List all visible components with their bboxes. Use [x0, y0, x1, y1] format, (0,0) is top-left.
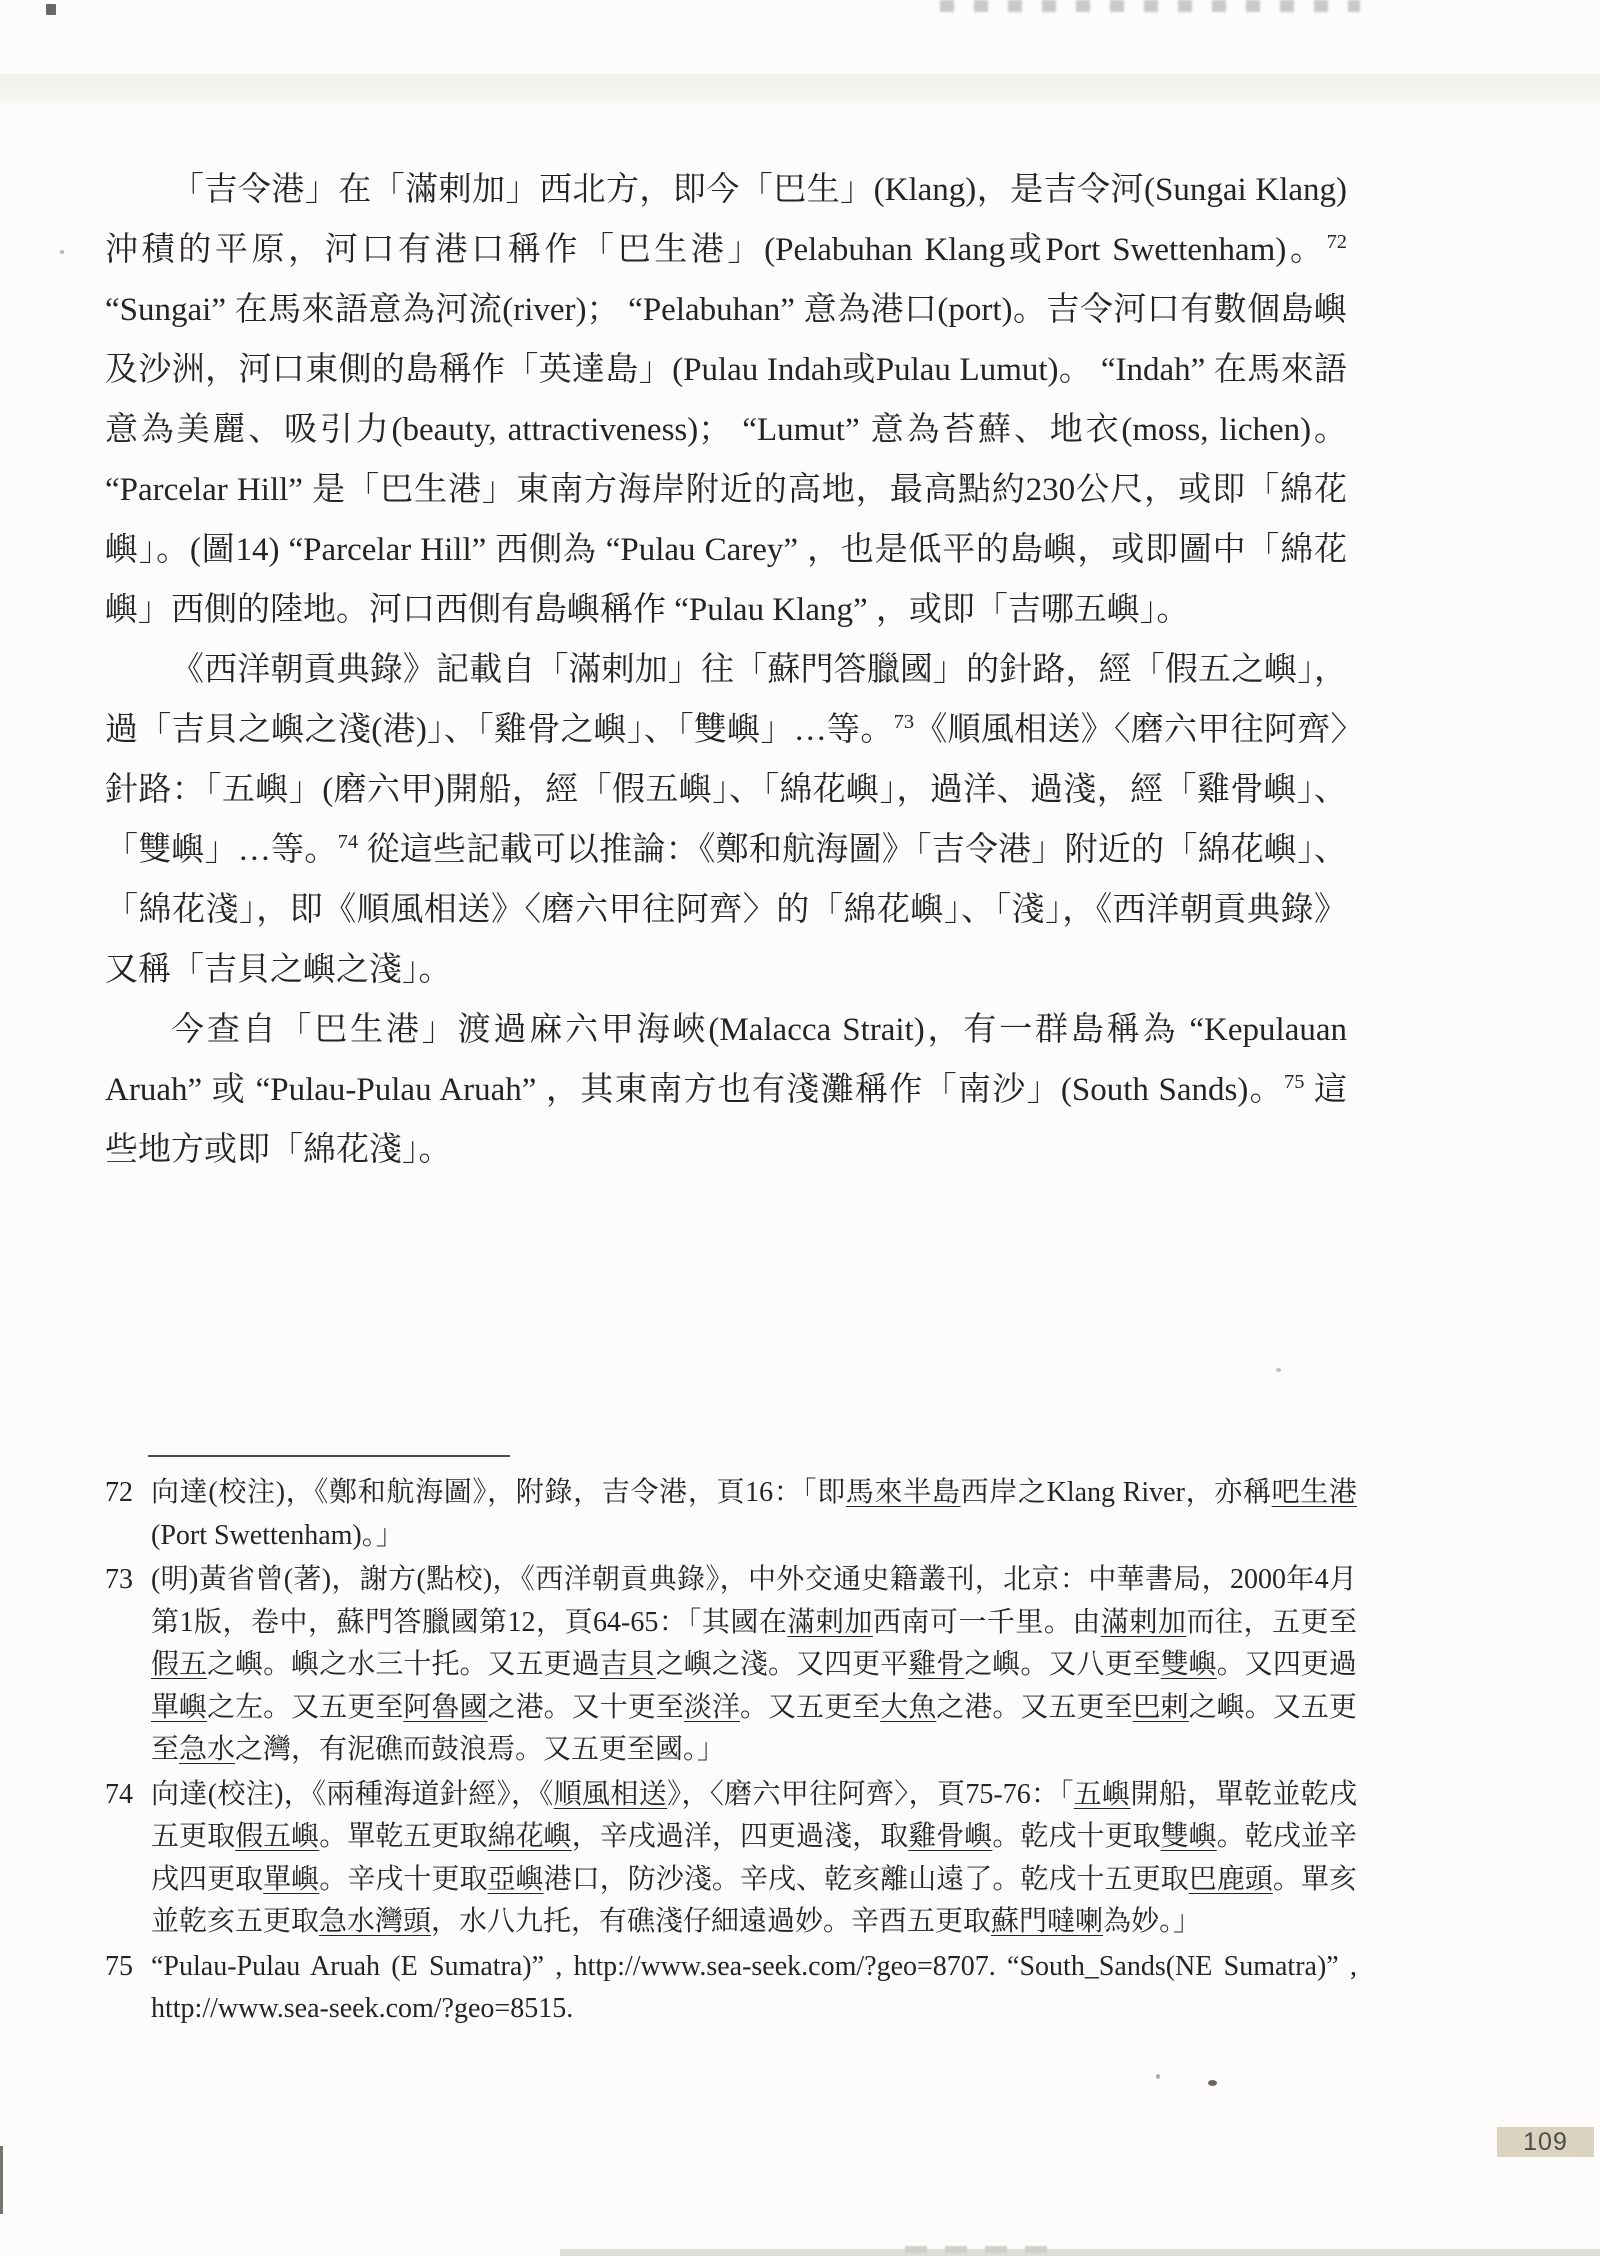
underlined-term: 五嶼: [1073, 1778, 1131, 1810]
footnote-text: [151, 1951, 1357, 2025]
underlined-term: 雞骨: [908, 1649, 965, 1680]
underlined-term: 大魚: [880, 1691, 937, 1723]
text-run: 《西洋朝貢典錄》記載自「滿剌加」往「蘇門答臘國」的針路，經「假五之嶼」，過「吉貝之嶼之淺(港)」、「雞骨之嶼」、「雙嶼」…等。: [105, 652, 1347, 748]
underlined-term: 急水灣頭: [319, 1906, 432, 1937]
scan-band-bottom: [560, 2249, 1600, 2256]
footnote: [105, 1472, 1357, 1557]
ink-speck: [1208, 2080, 1217, 2086]
text-run: 而往，五更至: [1186, 1606, 1357, 1638]
text-run: 之嶼。又五更至: [151, 1691, 1357, 1765]
text-run: 。辛戌十更取: [319, 1863, 488, 1895]
text-run: 從這些記載可以推論：《鄭和航海圖》「吉令港」附近的「綿花嶼」、「綿花淺」，即《順風相送》〈磨六甲往阿齊〉的「綿花嶼」、「淺」，《西洋朝貢典錄》又稱「吉貝之嶼之淺」。: [105, 832, 1348, 988]
text-run: 西南可一千里。由: [872, 1606, 1101, 1638]
text-run: 今查自「巴生港」渡過麻六甲海峽(Malacca Strait)，有一群島稱為 “Kepulauan Aruah” 或 “Pulau-Pulau Aruah” ，其東南方也有淺灘稱作「南沙」(South Sands)。: [105, 1012, 1347, 1108]
underlined-term: 滿剌加: [1100, 1606, 1187, 1638]
paragraph: [105, 1000, 1347, 1180]
text-run: 《順風相送》〈磨六甲往阿齊〉針路：「五嶼」(磨六甲)開船，經「假五嶼」、「綿花嶼」，過洋、過淺，經「雞骨嶼」、「雙嶼」…等。: [105, 712, 1348, 868]
paragraph: [105, 640, 1347, 1000]
underlined-term: 馬來半島: [845, 1477, 961, 1508]
ink-speck: [1156, 2074, 1160, 2079]
text-run: (Port Swettenham)。」: [151, 1519, 404, 1551]
underlined-term: 吉貝: [599, 1649, 656, 1680]
underlined-term: 綿花嶼: [487, 1821, 572, 1852]
footnote-number: 74: [105, 1778, 133, 1810]
footnote-ref: 75: [1283, 1071, 1305, 1093]
underlined-term: 雙嶼: [1160, 1821, 1217, 1852]
text-run: 向達(校注)，《鄭和航海圖》，附錄，吉令港，頁16：「即: [151, 1477, 846, 1508]
text-run: 。乾戌十更取: [992, 1821, 1161, 1852]
footnote-number: 72: [105, 1477, 133, 1508]
underlined-term: 淡洋: [683, 1691, 740, 1723]
text-run: 。乾戌並辛戌四更取: [151, 1821, 1357, 1895]
footnote-ref: 74: [337, 831, 359, 853]
text-run: 。單亥並乾亥五更取: [151, 1863, 1357, 1937]
underlined-term: 蘇門噠喇: [991, 1906, 1104, 1937]
footnote-separator: [148, 1455, 510, 1457]
text-run: 之嶼之淺。又四更平: [655, 1649, 909, 1680]
text-run: 港口，防沙淺。辛戌、乾亥離山遠了。乾戌十五更取: [543, 1863, 1189, 1895]
underlined-term: 巴鹿頭: [1188, 1863, 1273, 1895]
footnote-text: [151, 1564, 1357, 1765]
page-number-badge: [1497, 2127, 1594, 2157]
scan-edge-line: [0, 2146, 3, 2214]
underlined-term: 巴剌: [1132, 1691, 1189, 1723]
text-run: 。又四更過: [1216, 1649, 1357, 1680]
footnote-text: [151, 1477, 1357, 1551]
text-run: 。又五更至: [739, 1691, 881, 1723]
underlined-term: 急水: [179, 1734, 236, 1765]
paragraph: [105, 160, 1347, 640]
text-run: 之左。又五更至: [207, 1691, 404, 1723]
text-run: 這些地方或即「綿花淺」。: [105, 1072, 1347, 1168]
underlined-term: 雙嶼: [1160, 1649, 1217, 1680]
text-run: 之嶼。又八更至: [964, 1649, 1161, 1680]
scan-mark-top-left: [46, 4, 56, 15]
text-run: ，辛戌過洋，四更過淺，取: [571, 1821, 909, 1852]
underlined-term: 假五嶼: [235, 1821, 320, 1852]
underlined-term: 假五: [151, 1649, 208, 1680]
footnote-text: [151, 1779, 1357, 1938]
underlined-term: 單嶼: [151, 1691, 208, 1723]
underlined-term: 亞嶼: [487, 1863, 544, 1895]
text-run: 向達(校注)，《兩種海道針經》，《: [151, 1778, 554, 1810]
underlined-term: 單嶼: [263, 1863, 320, 1895]
text-run: 「吉令港」在「滿剌加」西北方，即今「巴生」(Klang)，是吉令河(Sungai Klang)沖積的平原，河口有港口稱作「巴生港」(Pelabuhan Klang或Port Swettenham)。: [105, 172, 1347, 268]
footnote: [105, 1559, 1357, 1772]
footnote: [105, 1774, 1357, 1944]
body-text: [105, 160, 1347, 1180]
underlined-term: 順風相送: [553, 1778, 668, 1810]
underlined-term: 吧生港: [1271, 1477, 1357, 1508]
ink-speck: [60, 250, 64, 254]
text-run: 之灣，有泥礁而鼓浪焉。又五更至國。」: [235, 1734, 726, 1765]
text-run: 開船，單乾並乾戌五更取: [151, 1778, 1357, 1852]
page-number: 109: [1523, 2128, 1568, 2156]
footnote-number: 75: [105, 1950, 133, 1982]
underlined-term: 滿剌加: [787, 1606, 873, 1638]
text-run: 。單乾五更取: [319, 1821, 488, 1852]
text-run: 之嶼。嶼之水三十托。又五更過: [207, 1649, 600, 1680]
footnote-number: 73: [105, 1564, 133, 1595]
footnote: [105, 1946, 1357, 2031]
scan-smudge-top-right: [940, 0, 1360, 12]
text-run: 為妙。」: [1103, 1906, 1202, 1937]
text-run: “Pulau-Pulau Aruah (E Sumatra)” , http://www.sea-seek.com/?geo=8707. “South_Sands(NE Sumatra)” , http://www.sea-seek.com/?geo=8515.: [151, 1950, 1357, 2024]
text-run: 》，〈磨六甲往阿齊〉，頁75-76：「: [667, 1778, 1074, 1810]
text-run: 之港。又五更至: [936, 1691, 1133, 1723]
footnotes-block: [105, 1472, 1357, 2033]
ink-speck: [1276, 1368, 1281, 1372]
scan-shadow-band: [0, 74, 1600, 110]
text-run: ，水八九托，有礁淺仔細遠過妙。辛酉五更取: [431, 1906, 992, 1937]
text-run: 之港。又十更至: [487, 1691, 684, 1723]
underlined-term: 雞骨嶼: [908, 1821, 993, 1852]
text-run: 西岸之Klang River，亦稱: [960, 1477, 1272, 1508]
underlined-term: 阿魯國: [403, 1691, 488, 1723]
text-run: (明)黃省曾(著)，謝方(點校)，《西洋朝貢典錄》，中外交通史籍叢刊，北京：中華書局，2000年4月第1版，卷中，蘇門答臘國第12，頁64-65：「其國在: [151, 1564, 1357, 1638]
footnote-ref: 72: [1326, 231, 1347, 253]
footnote-ref: 73: [893, 711, 915, 733]
text-run: “Sungai” 在馬來語意為河流(river)； “Pelabuhan” 意為港口(port)。吉令河口有數個島嶼及沙洲，河口東側的島稱作「英達島」(Pulau Indah或Pulau Lumut)。 “Indah” 在馬來語意為美麗、吸引力(beauty, attractiveness)； “Lumut” 意為苔蘚、地衣(moss, lichen)。 “Parcelar Hill” 是「巴生港」東南方海岸附近的高地，最高點約230公尺，或即「綿花嶼」。(圖14) “Parcelar Hill” 西側為 “Pulau Carey” ，也是低平的島嶼，或即圖中「綿花嶼」西側的陸地。河口西側有島嶼稱作 “Pulau Klang” ，或即「吉哪五嶼」。: [105, 292, 1347, 628]
